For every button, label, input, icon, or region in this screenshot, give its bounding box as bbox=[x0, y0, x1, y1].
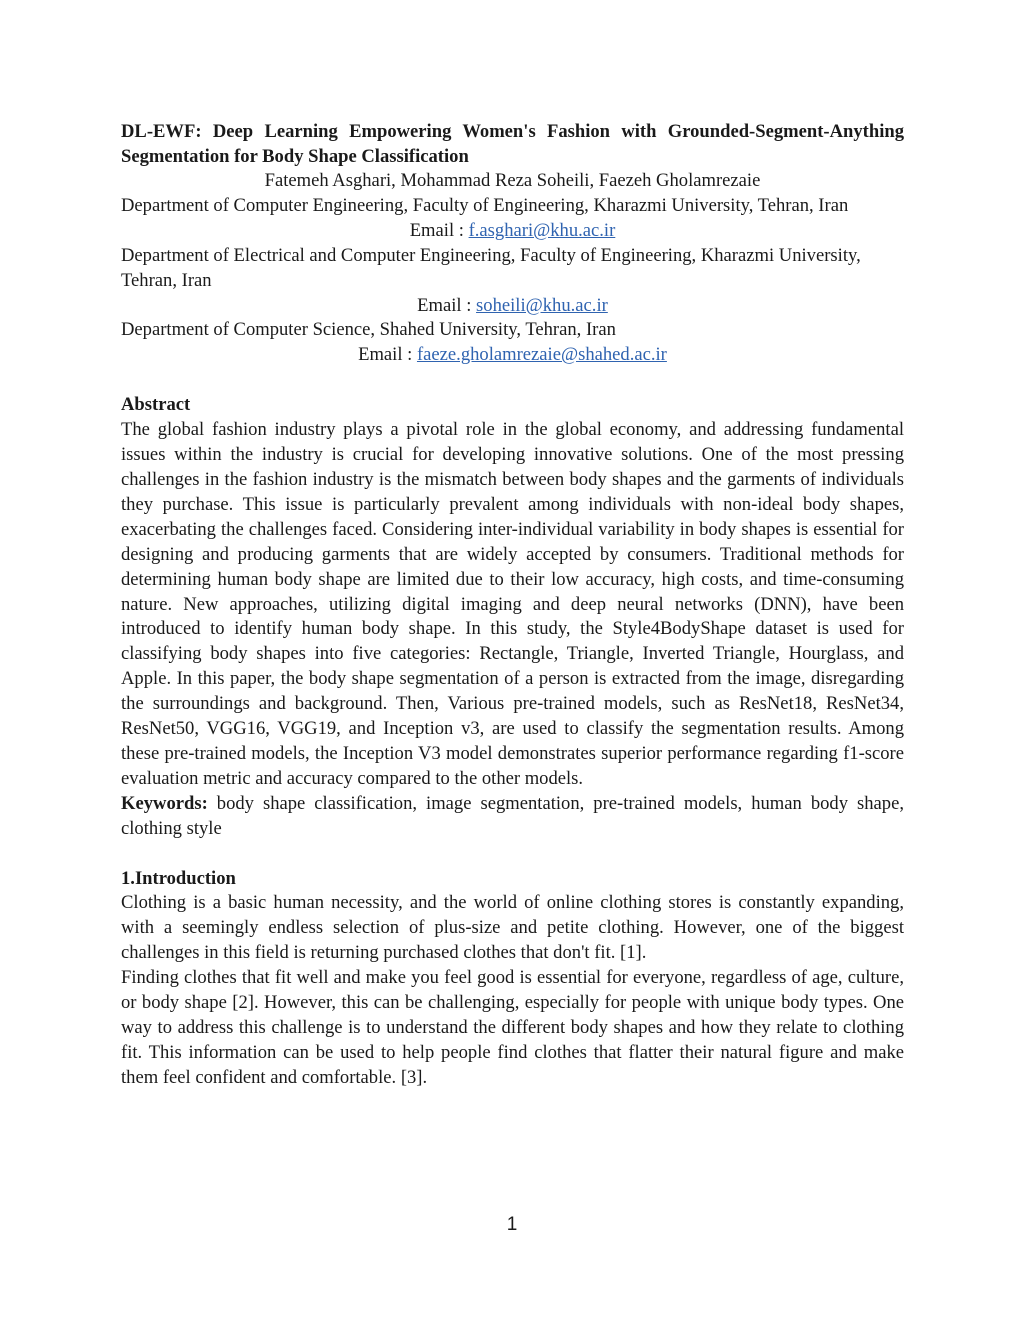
email-label: Email : bbox=[358, 344, 417, 366]
spacer bbox=[121, 842, 904, 867]
spacer bbox=[121, 368, 904, 393]
email-label: Email : bbox=[409, 219, 469, 241]
intro-paragraph-2: Finding clothes that fit well and make you feel good is essential for everyone, regardless of age, culture, or body shape [2]. However, this can be challenging, especially for people with unique body types. One way to address this challenge is to understand the different body shapes and how they relate to clothing fit. This information can be used to help people find clothes that flatter their natural figure and make them feel confident and comfortable. [3]. bbox=[121, 967, 904, 1088]
email-line-1 bbox=[121, 219, 904, 244]
email-label: Email : bbox=[417, 294, 477, 316]
page-number: 1 bbox=[506, 1214, 518, 1235]
abstract-heading: Abstract bbox=[121, 394, 191, 416]
keywords-paragraph bbox=[121, 792, 904, 842]
email-line-3 bbox=[121, 343, 904, 368]
intro-paragraph-1: Clothing is a basic human necessity, and the world of online clothing stores is constantly expanding, with a seemingly endless selection of plus-size and petite clothing. However, one of the biggest challenges in this field is returning purchased clothes that don't fit. [1]. bbox=[121, 892, 904, 964]
email-link-asghari[interactable]: f.asghari@khu.ac.ir bbox=[468, 219, 616, 241]
introduction-heading: 1.Introduction bbox=[121, 867, 236, 889]
keywords-label: Keywords: bbox=[121, 792, 208, 814]
email-link-gholamrezaie[interactable]: faeze.gholamrezaie@shahed.ac.ir bbox=[416, 344, 667, 366]
affiliation-3: Department of Computer Science, Shahed University, Tehran, Iran bbox=[121, 319, 616, 341]
abstract-text: The global fashion industry plays a pivotal role in the global economy, and addressing fundamental issues within the industry is crucial for developing innovative solutions. One of the most pressing challenges in the fashion industry is the mismatch between body shapes and the garments of individuals they purchase. This issue is particularly prevalent among individuals with non-ideal body shapes, exacerbating the challenges faced. Considering inter-individual variability in body shapes is essential for designing and producing garments that are widely accepted by consumers. Traditional methods for determining human body shape are limited due to their low accuracy, high costs, and time-consuming nature. New approaches, utilizing digital imaging and deep neural networks (DNN), have been introduced to identify human body shape. In this study, the Style4BodyShape dataset is used for classifying body shapes into five categories: Rectangle, Triangle, Inverted Triangle, Hourglass, and Apple. In this paper, the body shape segmentation of a person is extracted from the image, disregarding the surroundings and background. Then, Various pre-trained models, such as ResNet18, ResNet34, ResNet50, VGG16, VGG19, and Inception v3, are used to classify the segmentation results. Among these pre-trained models, the Inception V3 model demonstrates superior performance regarding f1-score evaluation metric and accuracy compared to the other models. bbox=[121, 419, 904, 789]
affiliation-2: Department of Electrical and Computer Engineering, Faculty of Engineering, Kharazmi University, Tehran, Iran bbox=[121, 244, 861, 291]
paper-title: DL-EWF: Deep Learning Empowering Women's Fashion with Grounded-Segment-Anything Segmentation for Body Shape Classification bbox=[121, 121, 904, 167]
author-list: Fatemeh Asghari, Mohammad Reza Soheili, Faezeh Gholamrezaie bbox=[264, 170, 761, 191]
email-link-soheili[interactable]: soheili@khu.ac.ir bbox=[476, 294, 608, 316]
paper-page bbox=[121, 119, 904, 1091]
email-line-2 bbox=[121, 294, 904, 319]
affiliation-1: Department of Computer Engineering, Faculty of Engineering, Kharazmi University, Tehran, Iran bbox=[121, 194, 849, 216]
keywords-text: body shape classification, image segmentation, pre-trained models, human body shape, clothing style bbox=[121, 792, 904, 839]
